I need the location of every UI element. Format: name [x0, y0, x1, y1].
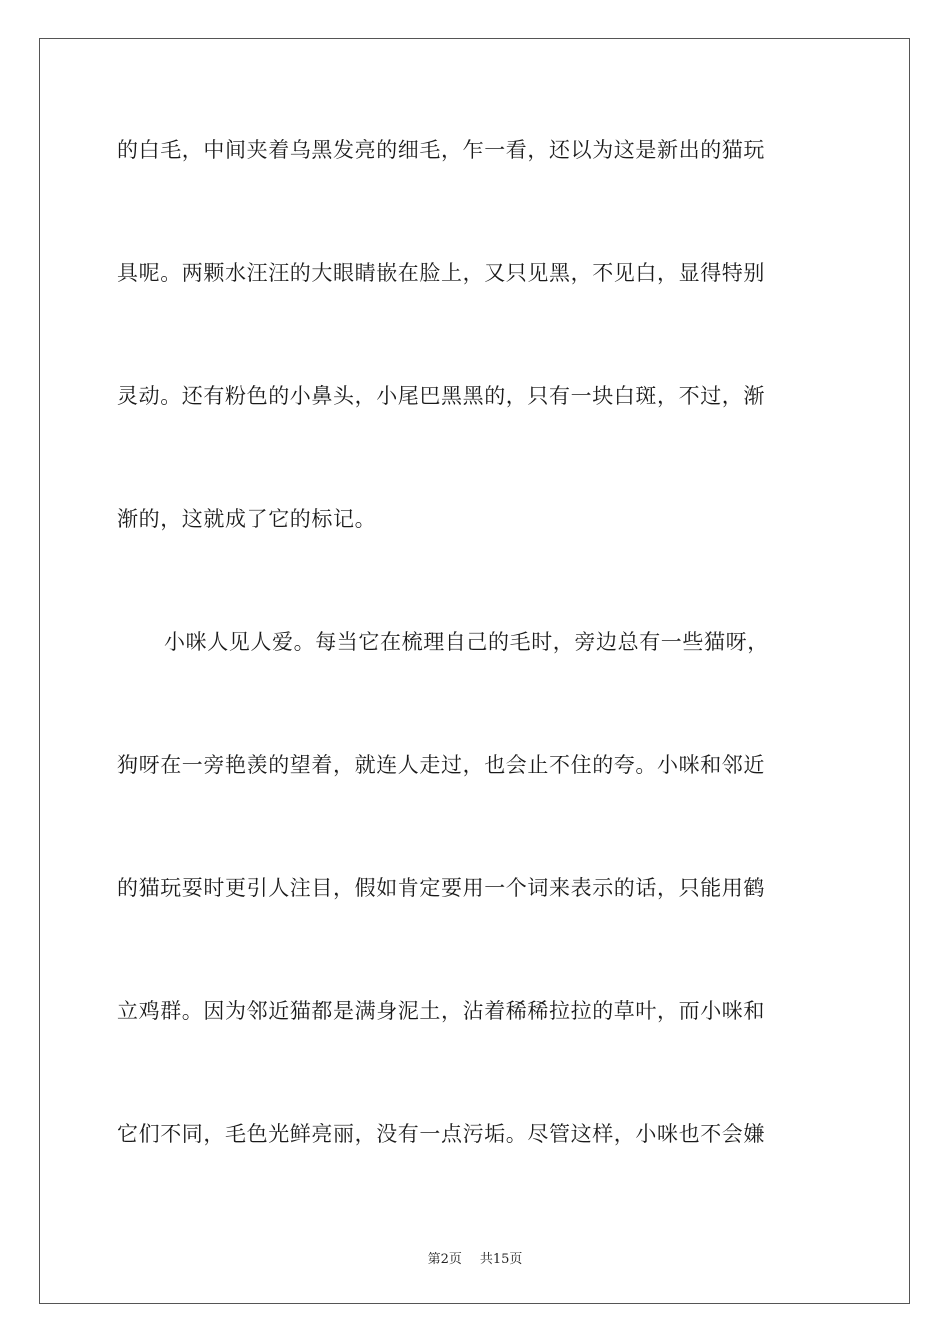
- text-line: 它们不同，毛色光鲜亮丽，没有一点污垢。尽管这样，小咪也不会嫌: [117, 1122, 765, 1146]
- text-line: 狗呀在一旁艳羡的望着，就连人走过，也会止不住的夸。小咪和邻近: [117, 753, 765, 777]
- paragraph-start-line: 小咪人见人爱。每当它在梳理自己的毛时，旁边总有一些猫呀，: [164, 630, 769, 654]
- page-number: 第2页: [427, 1252, 462, 1267]
- page-total: 共15页: [479, 1252, 523, 1267]
- body-text: [117, 120, 837, 1227]
- text-line: 立鸡群。因为邻近猫都是满身泥土，沾着稀稀拉拉的草叶，而小咪和: [117, 999, 765, 1023]
- text-line: 的白毛，中间夹着乌黑发亮的细毛，乍一看，还以为这是新出的猫玩: [117, 138, 765, 162]
- text-line: 具呢。两颗水汪汪的大眼睛嵌在脸上，又只见黑，不见白，显得特别: [117, 261, 765, 285]
- text-line: 灵动。还有粉色的小鼻头，小尾巴黑黑的，只有一块白斑，不过，渐: [117, 384, 765, 408]
- text-line: 渐的，这就成了它的标记。: [117, 507, 377, 531]
- page-footer: [0, 1248, 950, 1267]
- text-line: 的猫玩耍时更引人注目，假如肯定要用一个词来表示的话，只能用鹤: [117, 876, 765, 900]
